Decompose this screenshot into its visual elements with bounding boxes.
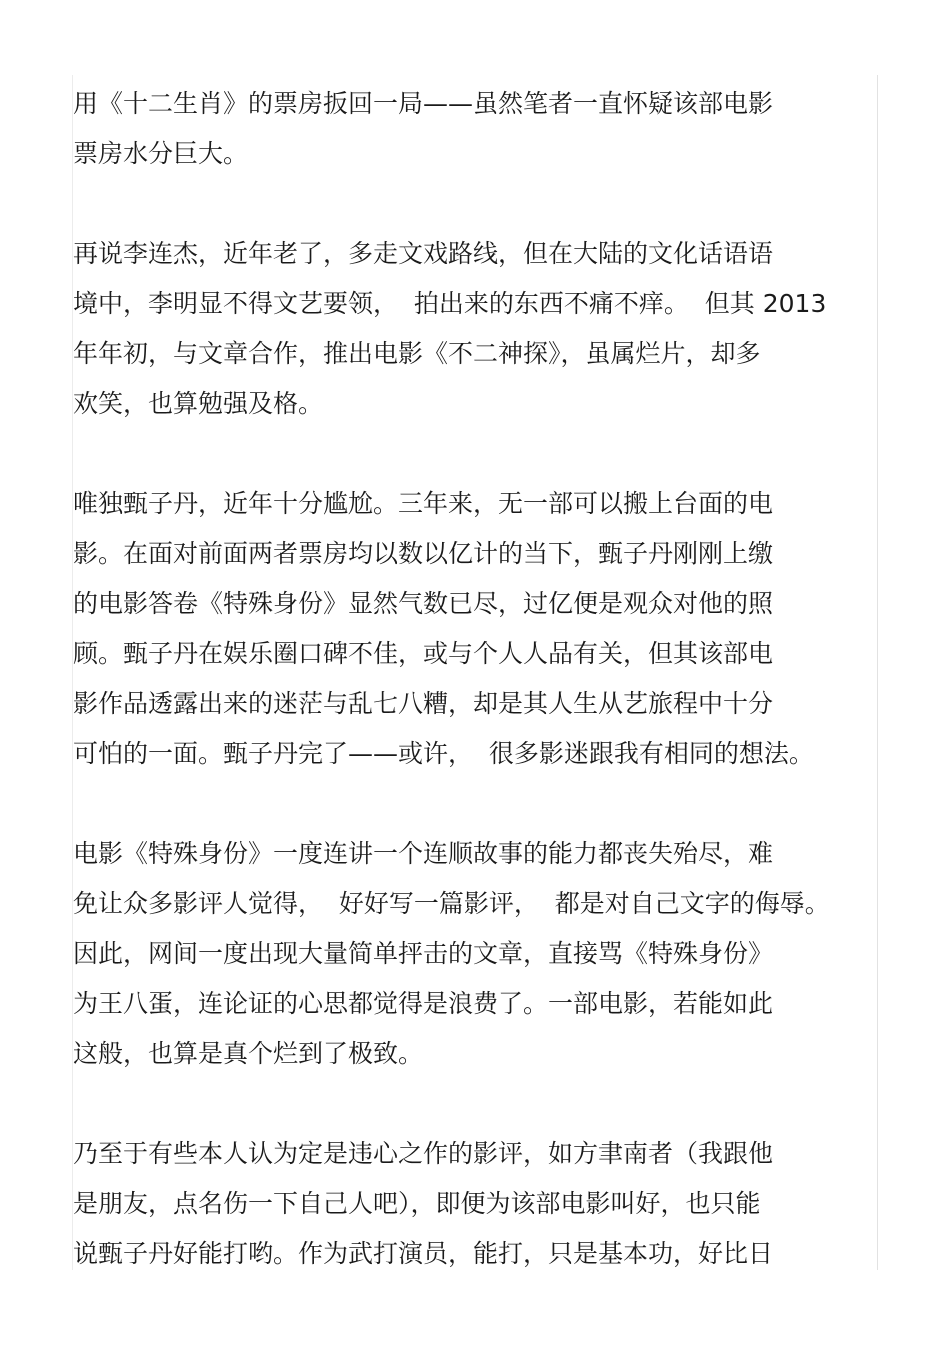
text-line: 影作品透露出来的迷茫与乱七八糟，却是其人生从艺旅程中十分 — [73, 689, 774, 718]
text-line: 因此，网间一度出现大量简单抨击的文章，直接骂《特殊身份》 — [73, 939, 774, 968]
text-line: 说甄子丹好能打哟。作为武打演员，能打，只是基本功，好比日 — [73, 1239, 774, 1268]
text-line: 境中，李明显不得文艺要领， 拍出来的东西不痛不痒。 但其 2013 — [73, 289, 827, 318]
text-line: 用《十二生肖》的票房扳回一局——虽然笔者一直怀疑该部电影 — [73, 89, 774, 118]
text-line: 顾。甄子丹在娱乐圈口碑不佳，或与个人人品有关，但其该部电 — [73, 639, 774, 668]
text-line: 乃至于有些本人认为定是违心之作的影评，如方聿南者（我跟他 — [73, 1139, 774, 1168]
text-line: 唯独甄子丹，近年十分尴尬。三年来，无一部可以搬上台面的电 — [73, 489, 774, 518]
text-line: 年年初，与文章合作，推出电影《不二神探》，虽属烂片，却多 — [73, 339, 761, 368]
text-line: 的电影答卷《特殊身份》显然气数已尽，过亿便是观众对他的照 — [73, 589, 774, 618]
text-line: 票房水分巨大。 — [73, 139, 249, 168]
text-line: 影。在面对前面两者票房均以数以亿计的当下，甄子丹刚刚上缴 — [73, 539, 774, 568]
right-margin-rule — [877, 75, 878, 1270]
text-line: 免让众多影评人觉得， 好好写一篇影评， 都是对自己文字的侮辱。 — [73, 889, 830, 918]
text-line: 是朋友，点名伤一下自己人吧），即便为该部电影叫好，也只能 — [73, 1189, 761, 1218]
text-line: 为王八蛋，连论证的心思都觉得是浪费了。一部电影，若能如此 — [73, 989, 774, 1018]
text-line: 电影《特殊身份》一度连讲一个连顺故事的能力都丧失殆尽，难 — [73, 839, 774, 868]
text-line: 这般，也算是真个烂到了极致。 — [73, 1039, 424, 1068]
text-line: 欢笑，也算勉强及格。 — [73, 389, 324, 418]
text-line: 可怕的一面。甄子丹完了——或许， 很多影迷跟我有相同的想法。 — [73, 739, 814, 768]
text-line: 再说李连杰，近年老了，多走文戏路线，但在大陆的文化话语语 — [73, 239, 774, 268]
